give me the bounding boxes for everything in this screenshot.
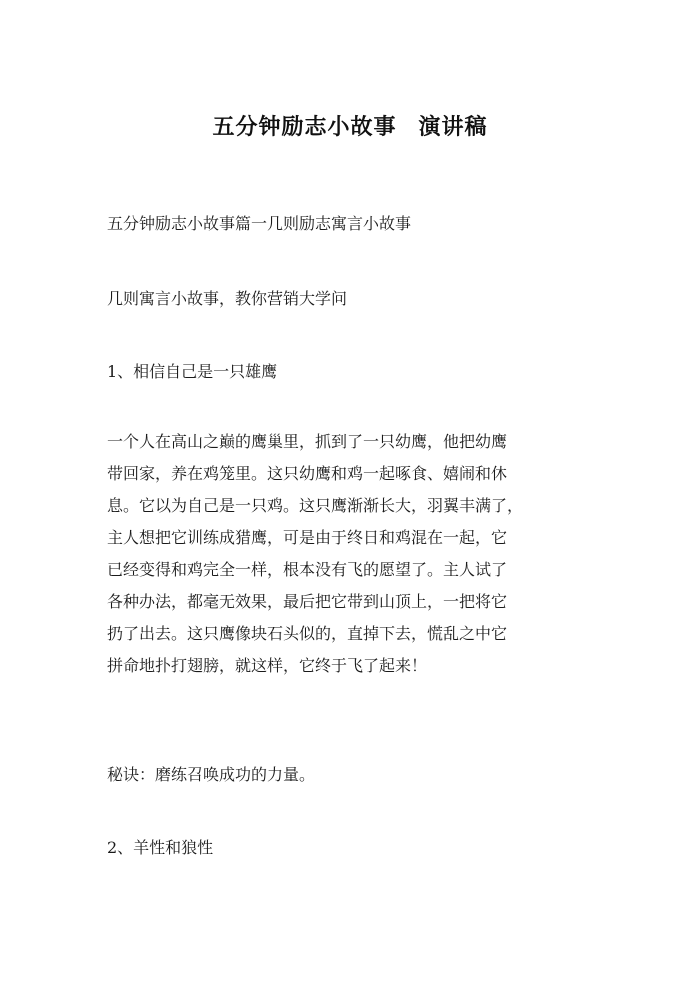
story-line: 主人想把它训练成猎鹰，可是由于终日和鸡混在一起，它 [107, 528, 508, 547]
story-line: 已经变得和鸡完全一样，根本没有飞的愿望了。主人试了 [107, 560, 508, 579]
intro-text: 几则寓言小故事，教你营销大学问 [107, 289, 348, 308]
secret-text: 秘诀：磨练召唤成功的力量。 [107, 765, 316, 784]
secret-paragraph-1 [107, 759, 597, 791]
document-title [0, 112, 700, 144]
title-suffix: 演讲稿 [418, 115, 488, 140]
story-paragraph-1 [107, 426, 597, 682]
subtitle-text: 五分钟励志小故事篇一几则励志寓言小故事 [107, 214, 412, 233]
section-heading-1-text: 1、相信自己是一只雄鹰 [107, 362, 278, 381]
title-main: 五分钟励志小故事 [212, 115, 397, 140]
story-line: 息。它以为自己是一只鸡。这只鹰渐渐长大，羽翼丰满了， [107, 496, 524, 515]
document-subtitle [107, 208, 597, 240]
story-line: 各种办法，都毫无效果，最后把它带到山顶上，一把将它 [107, 592, 508, 611]
section-heading-1 [107, 356, 597, 388]
section-heading-2-text: 2、羊性和狼性 [107, 838, 214, 857]
story-line: 拼命地扑打翅膀，就这样，它终于飞了起来！ [107, 656, 428, 675]
story-line: 一个人在高山之巅的鹰巢里，抓到了一只幼鹰，他把幼鹰 [107, 432, 508, 451]
section-heading-2 [107, 832, 597, 864]
story-line: 带回家，养在鸡笼里。这只幼鹰和鸡一起啄食、嬉闹和休 [107, 464, 508, 483]
intro-paragraph [107, 283, 597, 315]
story-line: 扔了出去。这只鹰像块石头似的，直掉下去，慌乱之中它 [107, 624, 508, 643]
